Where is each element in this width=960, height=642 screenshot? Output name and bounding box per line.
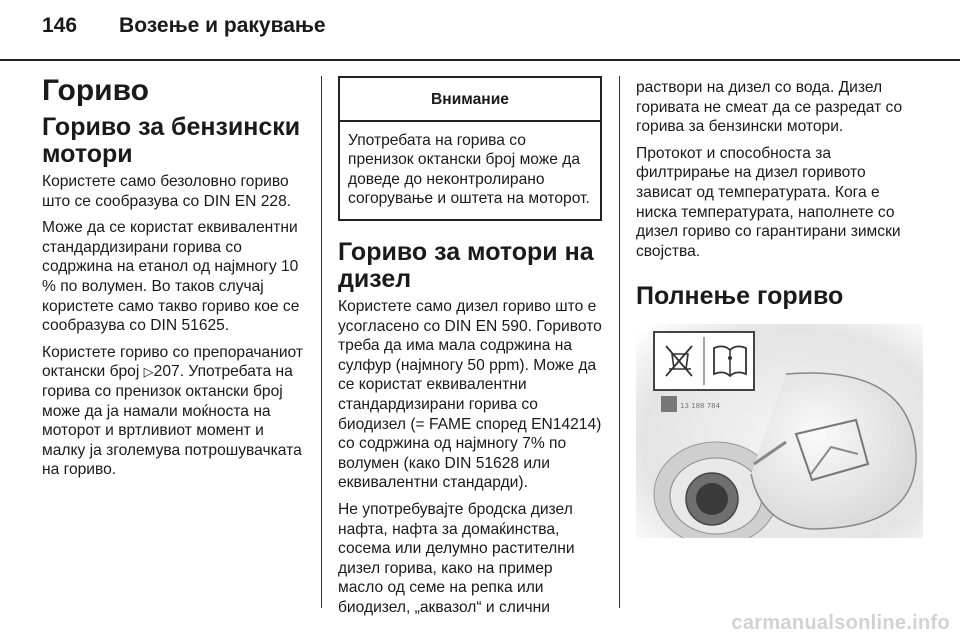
page-reference-link[interactable]: 207 <box>153 363 180 381</box>
column-divider-left <box>321 76 322 608</box>
column-right <box>636 78 908 538</box>
paragraph-ethanol: Може да се користат еквивалентни стандардизирани горива со содржина на етанол од најмногу 10 % по волумен. Во таков случај користете само такво гориво кое се сообразува со DIN 51625. <box>42 219 300 335</box>
heading-fuel: Гориво <box>42 74 149 107</box>
octane-text-b: . Употребата на горива со пренизок октански број може да ја намали моќноста на моторот и вртливиот момент и малку ја зголемува потрошувачката на гориво. <box>42 363 302 479</box>
section-title: Возење и ракување <box>119 14 326 37</box>
paragraph-diesel-avoid: Не употребувајте бродска дизел нафта, нафта за домаќинства, сосема или делумно растителни дизел горива, како на пример масло од семе на репка или биодизел, „аквазол“ и слични <box>338 500 575 616</box>
page-number: 146 <box>42 14 78 37</box>
warning-title: Внимание <box>340 78 600 122</box>
header-rule <box>0 59 960 61</box>
heading-petrol-engines: Гориво за бензински мотори <box>42 113 301 168</box>
heading-diesel-engines: Гориво за мотори на дизел <box>338 237 594 293</box>
heading-refuelling: Полнење гориво <box>636 282 844 311</box>
paragraph-diesel-spec: Користете само дизел гориво што е усогласено со DIN EN 590. Горивото треба да има мала содржина на сулфур (најмногу 50 ppm). Може да се користат еквивалентни стандардизирани горива со биодизел (= FAME според EN14214) со содржина од најмногу 7% по волумен (како DIN 51628 или еквивалентни стандарди). <box>338 297 602 492</box>
column-divider-right <box>619 76 620 608</box>
paragraph-unleaded: Користете само безоловно гориво што се сообразува со DIN EN 228. <box>42 173 292 210</box>
paragraph-diesel-winter: Протокот и способноста за филтрирање на дизел горивото зависат од температурата. Кога е ниска температурата, наполнете со дизел гориво со гарантирани зимски својства. <box>636 144 901 260</box>
warning-text: Употребата на горива со пренизок октански број може да доведе до неконтролирано согорување и оштета на моторот. <box>348 131 590 208</box>
image-code: 13 188 784 <box>680 402 721 411</box>
page-reference-icon: ▷ <box>143 364 154 380</box>
column-middle <box>338 76 602 624</box>
octane-text-a: Користете гориво со препорачаниот октански број <box>42 343 304 381</box>
page-header <box>42 14 326 38</box>
fuel-filler-illustration <box>636 324 923 538</box>
column-left <box>42 68 310 487</box>
watermark-text: carmanualsonline.info <box>731 612 950 634</box>
paragraph-diesel-dilute: раствори на дизел со вода. Дизел горивата не смеат да се разредат со горива за бензински мотори. <box>636 79 903 136</box>
fuel-flap-drawing <box>636 324 923 538</box>
warning-box <box>338 76 602 221</box>
paragraph-octane <box>42 343 310 480</box>
